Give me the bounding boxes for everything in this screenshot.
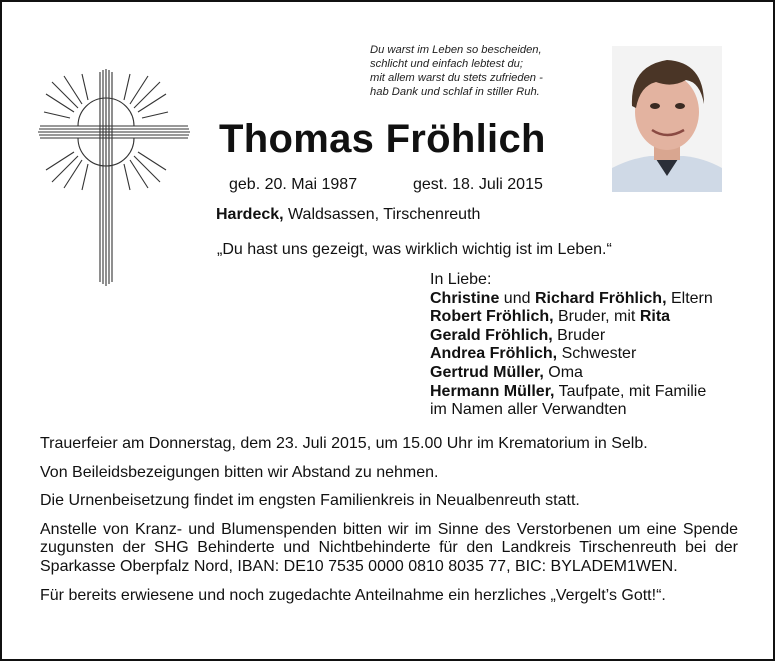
condolence-notice: Von Beileidsbezeigungen bitten wir Abstand zu nehmen. — [40, 463, 439, 481]
mourner-row: Andrea Fröhlich, Schwester — [430, 345, 637, 363]
mourners-closing: im Namen aller Verwandten — [430, 401, 627, 419]
notices — [40, 435, 738, 615]
birth-date: geb. 20. Mai 1987 — [229, 176, 358, 193]
mourner-row: Gerald Fröhlich, Bruder — [430, 326, 606, 344]
memorial-quote: „Du hast uns gezeigt, was wirklich wichtig ist im Leben.“ — [217, 241, 612, 258]
poem-line: schlicht und einfach lebtest du; — [370, 58, 523, 70]
mourner-row: Christine und Richard Fröhlich, Eltern — [430, 289, 713, 307]
hometowns — [216, 205, 480, 225]
death-date: gest. 18. Juli 2015 — [413, 176, 543, 193]
thanks-notice: Für bereits erwiesene und noch zugedachte Anteilnahme ein herzliches „Vergelt’s Gott!“. — [40, 586, 666, 604]
urn-burial-notice: Die Urnenbeisetzung findet im engsten Familienkreis in Neualbenreuth statt. — [40, 492, 580, 510]
poem-line: mit allem warst du stets zufrieden - — [370, 72, 543, 84]
hometown-others: Waldsassen, Tirschenreuth — [283, 206, 481, 223]
poem-line: Du warst im Leben so bescheiden, — [370, 44, 542, 56]
mourner-row: Gertrud Müller, Oma — [430, 363, 583, 381]
portrait-photo — [612, 46, 722, 192]
poem — [370, 43, 600, 99]
poem-line: hab Dank und schlaf in stiller Ruh. — [370, 86, 540, 98]
donation-notice: Anstelle von Kranz- und Blumenspenden bitten wir im Sinne des Verstorbenen um eine Spende zugunsten der SHG Behinderte und Nichtbehinderte für den Landkreis Tirschenreuth bei der Sparkasse Oberpfalz Nord, IBAN: DE10 7535 0000 0810 8035 77, BIC: BYLADEM1WEN. — [40, 520, 738, 575]
deceased-name: Thomas Fröhlich — [219, 117, 546, 161]
mourner-row: Hermann Müller, Taufpate, mit Familie — [430, 382, 707, 400]
ceremony-notice: Trauerfeier am Donnerstag, dem 23. Juli 2015, um 15.00 Uhr im Krematorium in Selb. — [40, 435, 648, 452]
hometown-primary: Hardeck, — [216, 206, 284, 223]
radiant-cross-icon — [38, 68, 190, 288]
mourners-list — [430, 271, 713, 420]
mourners-intro: In Liebe: — [430, 271, 492, 288]
mourner-row: Robert Fröhlich, Bruder, mit Rita — [430, 308, 671, 326]
